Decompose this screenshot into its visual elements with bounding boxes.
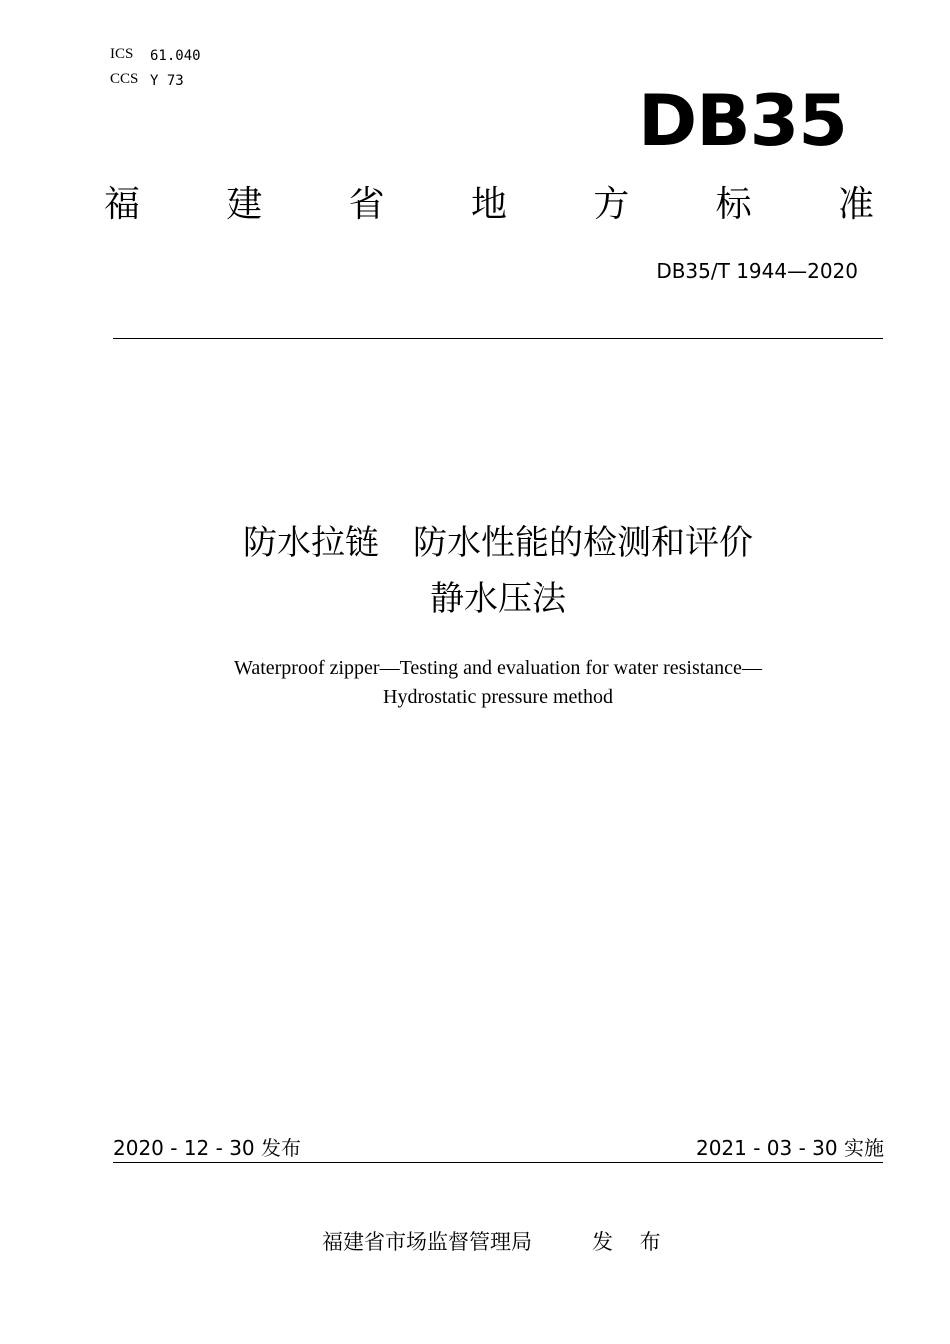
publish-label: 发 布 <box>592 1230 671 1254</box>
standard-type-char: 准 <box>837 184 874 225</box>
standard-number: DB35/T 1944—2020 <box>656 259 858 283</box>
title-en-line2: Hydrostatic pressure method <box>383 686 613 708</box>
title-cn-line2: 静水压法 <box>430 579 566 619</box>
standard-type-char: 建 <box>226 184 263 225</box>
title-en-line1: Waterproof zipper—Testing and evaluation for water resistance— <box>234 657 762 679</box>
ics-label: ICS <box>110 46 134 62</box>
db35-logo: DB35 <box>638 80 847 162</box>
standard-type-char: 方 <box>593 184 630 225</box>
footer-divider <box>113 1162 883 1163</box>
standard-type-char: 地 <box>470 184 507 225</box>
standard-type-title <box>104 182 874 228</box>
implementation-date: 2021 - 03 - 30 实施 <box>695 1136 884 1160</box>
standard-type-char: 标 <box>715 184 752 225</box>
header-divider <box>113 338 883 339</box>
ics-value: 61.040 <box>150 48 201 64</box>
standard-type-char: 省 <box>348 184 385 225</box>
title-cn-line1: 防水拉链 防水性能的检测和评价 <box>243 523 753 563</box>
ccs-value: Y 73 <box>150 73 184 89</box>
ccs-label: CCS <box>110 71 139 87</box>
standard-type-char: 福 <box>104 184 141 225</box>
publisher-name: 福建省市场监督管理局 <box>322 1230 532 1254</box>
issue-date: 2020 - 12 - 30 发布 <box>113 1136 302 1160</box>
